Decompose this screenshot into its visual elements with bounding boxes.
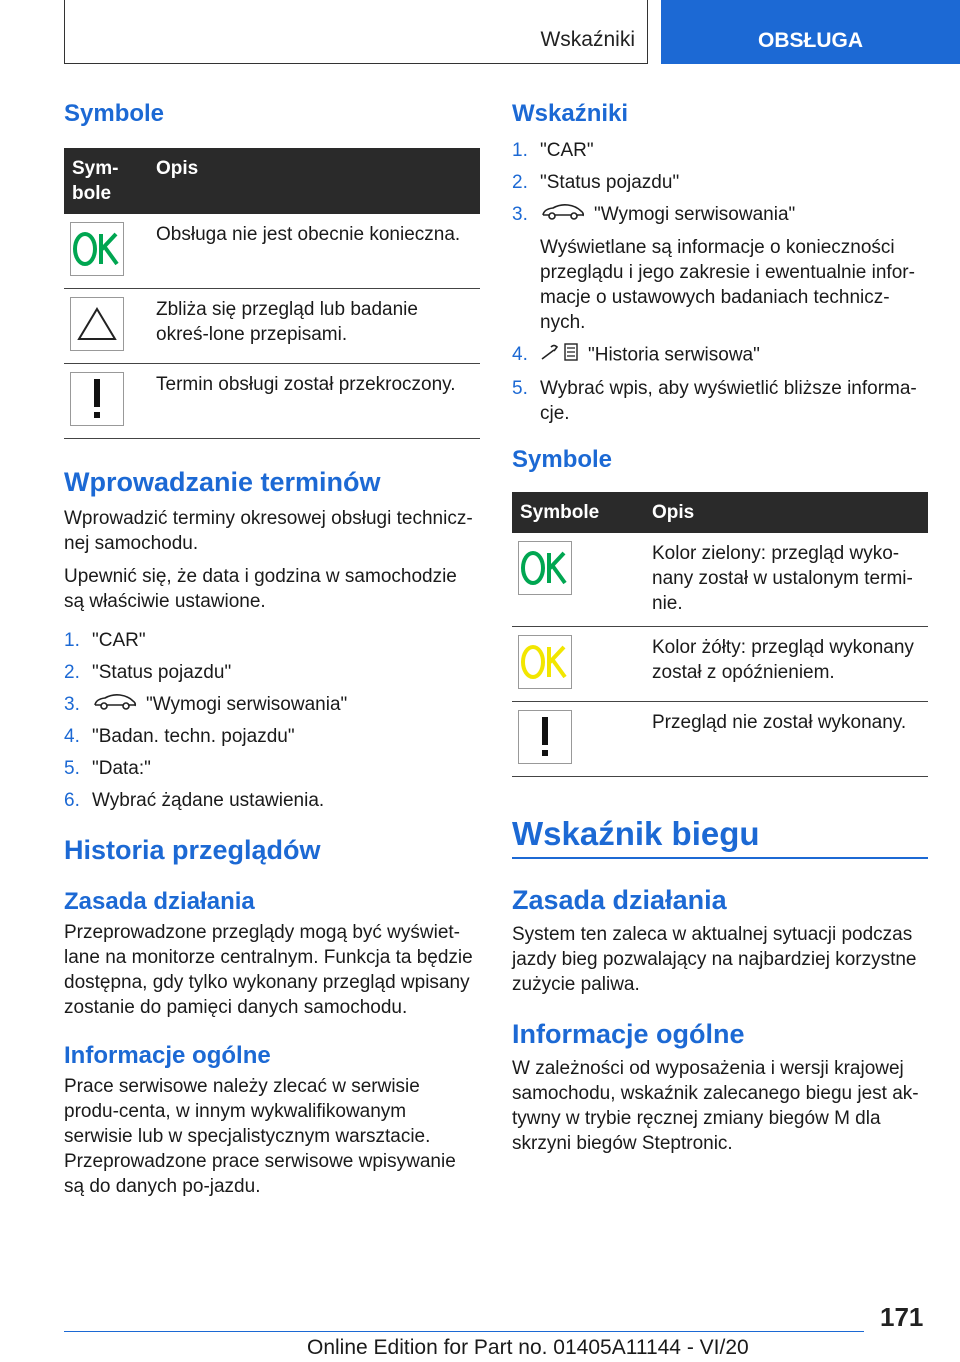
table-row xyxy=(512,533,928,627)
exclamation-icon xyxy=(518,710,572,764)
gear-heading: Wskaźnik biegu xyxy=(512,815,760,853)
table-cell-description: Przegląd nie został wykonany. xyxy=(644,702,928,777)
terms-paragraph-2: Upewnić się, że data i godzina w samochodzie są właściwie ustawione. xyxy=(64,566,457,612)
gear-principle-heading: Zasada działania xyxy=(512,885,727,916)
list-item: 4. "Badan. techn. pojazdu" xyxy=(64,726,295,748)
gear-principle-text: System ten zaleca w aktualnej sytuacji podczas jazdy bieg pozwalający na najbardziej korzystne zużycie paliwa. xyxy=(512,924,917,996)
principle-text: Przeprowadzone przeglądy mogą być wyświet-lane na monitorze centralnym. Funkcja ta będzie dostępna, gdy tylko wykonany przegląd wpisany zostanie do pamięci danych samochodu. xyxy=(64,922,473,1019)
symbols-table xyxy=(512,492,928,777)
table-row xyxy=(512,627,928,702)
list-item: 2. "Status pojazdu" xyxy=(512,172,680,193)
table-header-description: Opis xyxy=(644,492,928,533)
list-item: 6. Wybrać żądane ustawienia. xyxy=(64,790,325,812)
table-cell-description: Zbliża się przegląd lub badanie okreś-lone przepisami. xyxy=(148,289,480,364)
car-service-icon xyxy=(540,202,586,227)
symbols-table xyxy=(64,148,480,439)
terms-heading: Wprowadzanie terminów xyxy=(64,467,381,497)
history-heading: Historia przeglądów xyxy=(64,835,321,866)
gear-general-text: W zależności od wyposażenia i wersji krajowej samochodu, wskaźnik zalecanego biegu jest ak-tywny w trybie ręcznej zmiany biegów M dla skrzyni biegów Steptronic. xyxy=(512,1058,919,1155)
warning-triangle-icon xyxy=(70,297,124,351)
list-item: 1. "CAR" xyxy=(512,140,594,161)
list-item: 3. "Wymogi serwisowania" Wyświetlane są informacje o konieczności przeglądu i jego zakresie i ewentualnie infor-macje o ustawowych badaniach technicz-nych. xyxy=(512,202,928,335)
wrench-list-icon xyxy=(540,342,580,369)
table-header-description: Opis xyxy=(148,148,480,214)
indicators-heading: Wskaźniki xyxy=(512,100,629,127)
symbols-heading: Symbole xyxy=(64,100,165,127)
table-header-symbols: Sym- bole xyxy=(64,148,148,214)
header-section-tab[interactable]: OBSŁUGA xyxy=(661,0,960,64)
table-cell-description: Obsługa nie jest obecnie konieczna. xyxy=(148,214,480,289)
table-row xyxy=(512,702,928,777)
list-item: 5. Wybrać wpis, aby wyświetlić bliższe informa-cje. xyxy=(512,378,917,425)
table-cell-description: Kolor żółty: przegląd wykonany został z opóźnieniem. xyxy=(644,627,928,702)
table-row xyxy=(64,214,480,289)
left-column xyxy=(64,100,480,1199)
symbols-heading: Symbole xyxy=(512,446,613,474)
table-row xyxy=(64,364,480,439)
general-text: Prace serwisowe należy zlecać w serwisie produ-centa, w innym wykwalifikowanym serwisie lub w specjalistycznym warsztacie. Przeprowadzone prace serwisowe wpisywanie są do danych po-jazdu. xyxy=(64,1076,456,1198)
exclamation-icon xyxy=(70,372,124,426)
ok-green-icon xyxy=(518,541,572,595)
table-cell-description: Kolor zielony: przegląd wyko-nany został w ustalonym termi-nie. xyxy=(644,533,928,627)
header-chapter: Wskaźniki xyxy=(540,28,635,51)
general-heading: Informacje ogólne xyxy=(64,1042,271,1070)
list-item: 1. "CAR" xyxy=(64,630,146,651)
terms-paragraph-1: Wprowadzić terminy okresowej obsługi technicz-nej samochodu. xyxy=(64,508,473,554)
page-number: 171 xyxy=(880,1302,924,1332)
step-note: Wyświetlane są informacje o konieczności przeglądu i jego zakresie i ewentualnie infor-macje o ustawowych badaniach technicz-nych. xyxy=(540,237,915,334)
table-row xyxy=(64,289,480,364)
table-cell-description: Termin obsługi został przekroczony. xyxy=(148,364,480,439)
list-item: 4. "Historia serwisowa" xyxy=(512,342,928,369)
indicators-steps-list xyxy=(512,138,928,426)
principle-heading: Zasada działania xyxy=(64,888,255,916)
terms-steps-list xyxy=(64,628,480,813)
footer-edition: Online Edition for Part no. 01405A11144 - VI/20 xyxy=(307,1336,749,1359)
list-item: 5. "Data:" xyxy=(64,758,151,780)
ok-icon xyxy=(70,222,124,276)
right-column xyxy=(512,100,928,1156)
car-service-icon xyxy=(92,692,138,717)
header-chapter-box xyxy=(64,0,648,64)
ok-yellow-icon xyxy=(518,635,572,689)
list-item: 2. "Status pojazdu" xyxy=(64,662,232,683)
table-header-symbols: Symbole xyxy=(512,492,644,533)
gear-general-heading: Informacje ogólne xyxy=(512,1019,745,1050)
footer-rule xyxy=(64,1331,864,1332)
list-item: 3. "Wymogi serwisowania" xyxy=(64,692,480,717)
gear-heading-rule xyxy=(512,857,928,859)
